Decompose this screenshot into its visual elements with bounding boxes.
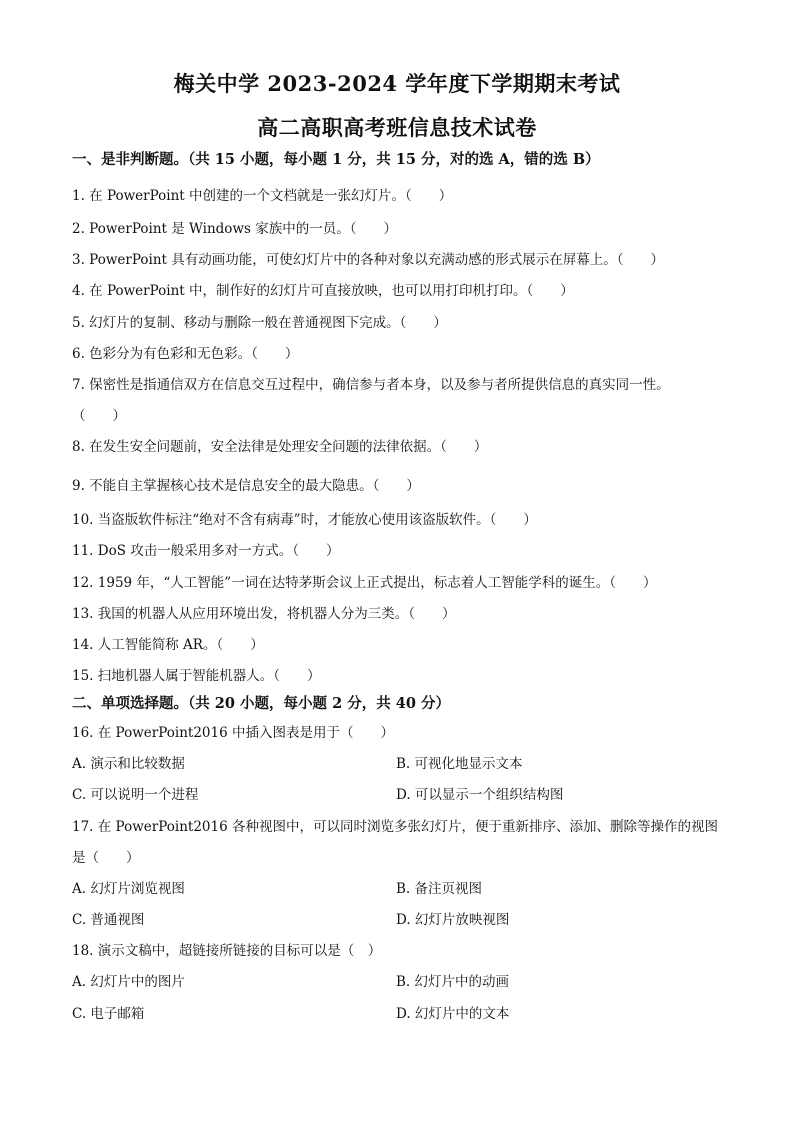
question-10: 10. 当盗版软件标注“绝对不含有病毒”时，才能放心使用该盗版软件。（ ）	[72, 512, 537, 528]
question-3: 3. PowerPoint 具有动画功能，可使幻灯片中的各种对象以充满动感的形式展示在屏幕上。（ ）	[72, 252, 664, 268]
question-7-continuation: （ ）	[72, 408, 126, 424]
question-1: 1. 在 PowerPoint 中创建的一个文档就是一张幻灯片。（ ）	[72, 188, 453, 204]
section-heading-true-false: 一、是非判断题。（共 15 小题，每小题 1 分，共 15 分，对的选 A，错的选 B）	[72, 151, 600, 168]
question-17-option-c: C. 普通视图	[72, 912, 145, 928]
question-8: 8. 在发生安全问题前，安全法律是处理安全问题的法律依据。（ ）	[72, 439, 488, 455]
question-5: 5. 幻灯片的复制、移动与删除一般在普通视图下完成。（ ）	[72, 315, 447, 331]
section-heading-multiple-choice: 二、单项选择题。（共 20 小题，每小题 2 分，共 40 分）	[72, 695, 450, 712]
question-18-option-d: D. 幻灯片中的文本	[396, 1006, 510, 1022]
question-17-option-b: B. 备注页视图	[396, 881, 483, 897]
question-14: 14. 人工智能简称 AR。（ ）	[72, 637, 264, 653]
question-16: 16. 在 PowerPoint2016 中插入图表是用于（ ）	[72, 725, 394, 741]
exam-title: 梅关中学 2023-2024 学年度下学期期末考试	[173, 71, 621, 96]
question-11: 11. DoS 攻击一般采用多对一方式。（ ）	[72, 543, 340, 559]
question-13: 13. 我国的机器人从应用环境出发，将机器人分为三类。（ ）	[72, 606, 456, 622]
question-9: 9. 不能自主掌握核心技术是信息安全的最大隐患。（ ）	[72, 478, 420, 494]
question-18: 18. 演示文稿中，超链接所链接的目标可以是（ ）	[72, 943, 382, 959]
question-18-option-b: B. 幻灯片中的动画	[396, 974, 510, 990]
question-18-option-a: A. 幻灯片中的图片	[72, 974, 185, 990]
question-7: 7. 保密性是指通信双方在信息交互过程中，确信参与者本身，以及参与者所提供信息的真实同一性。	[72, 377, 670, 393]
question-16-option-a: A. 演示和比较数据	[72, 756, 185, 772]
question-17-option-a: A. 幻灯片浏览视图	[72, 881, 185, 897]
exam-subtitle: 高二高职高考班信息技术试卷	[257, 115, 537, 140]
question-16-option-c: C. 可以说明一个进程	[72, 787, 199, 803]
question-12: 12. 1959 年，“人工智能”一词在达特茅斯会议上正式提出，标志着人工智能学科的诞生。（ ）	[72, 575, 657, 591]
question-2: 2. PowerPoint 是 Windows 家族中的一员。（ ）	[72, 221, 397, 237]
question-15: 15. 扫地机器人属于智能机器人。（ ）	[72, 668, 321, 684]
question-16-option-b: B. 可视化地显示文本	[396, 756, 523, 772]
question-17-option-d: D. 幻灯片放映视图	[396, 912, 510, 928]
question-6: 6. 色彩分为有色彩和无色彩。（ ）	[72, 346, 299, 362]
question-18-option-c: C. 电子邮箱	[72, 1006, 145, 1022]
question-17-continuation: 是（ ）	[72, 850, 140, 866]
question-16-option-d: D. 可以显示一个组织结构图	[396, 787, 564, 803]
question-4: 4. 在 PowerPoint 中，制作好的幻灯片可直接放映，也可以用打印机打印。（ ）	[72, 283, 574, 299]
question-17: 17. 在 PowerPoint2016 各种视图中，可以同时浏览多张幻灯片，便于重新排序、添加、删除等操作的视图	[72, 819, 718, 835]
